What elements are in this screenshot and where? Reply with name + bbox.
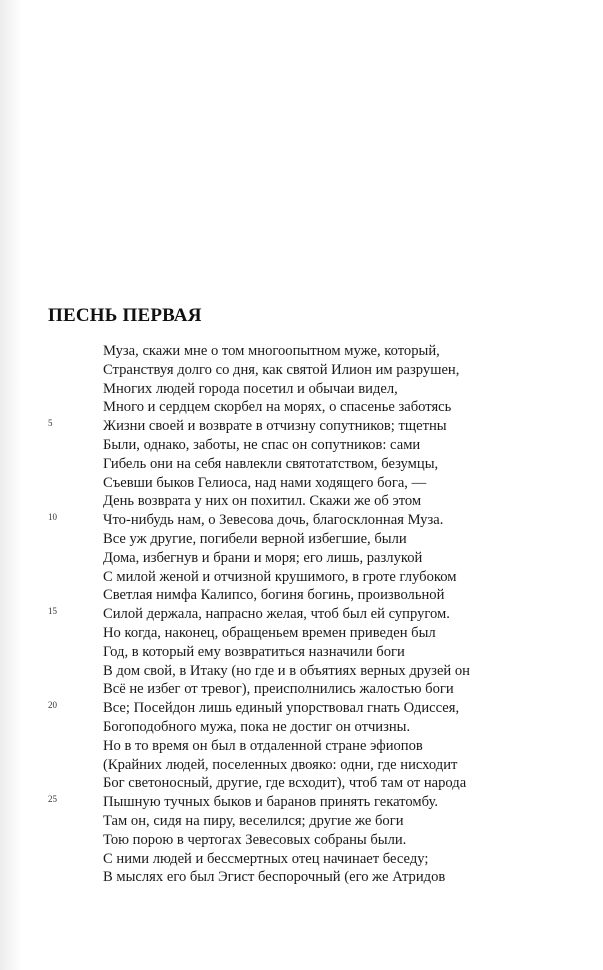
verse-line xyxy=(48,868,568,887)
verse-line xyxy=(48,662,568,681)
line-number: 5 xyxy=(48,418,53,429)
verse-line xyxy=(48,455,568,474)
verse-text: Были, однако, заботы, не спас он сопутников: сами xyxy=(103,436,421,453)
verse-text: Год, в который ему возвратиться назначили боги xyxy=(103,643,405,660)
verse-text: Муза, скажи мне о том многоопытном муже, который, xyxy=(103,343,440,359)
verse-text: Все уж другие, погибели верной избегшие, были xyxy=(103,530,407,547)
verse-text: Жизни своей и возврате в отчизну сопутников; тщетны xyxy=(103,418,447,435)
verse-text: Странствуя долго со дня, как святой Илион им разрушен, xyxy=(103,361,460,378)
verse-text: Гибель они на себя навлекли святотатством, безумцы, xyxy=(103,455,439,472)
verse-line xyxy=(48,417,568,436)
verse-text: Съевши быков Гелиоса, над нами ходящего бога, — xyxy=(103,474,427,491)
verse-text: Что-нибудь нам, о Зевесова дочь, благосклонная Муза. xyxy=(103,512,444,529)
verse-line xyxy=(48,380,568,399)
verse-text: Пышную тучных быков и баранов принять гекатомбу. xyxy=(103,794,438,811)
verse-line xyxy=(48,812,568,831)
verse-line xyxy=(48,737,568,756)
verse-text: Тою порою в чертогах Зевесовых собраны были. xyxy=(103,831,407,848)
line-number: 20 xyxy=(48,700,57,711)
verse-line xyxy=(48,699,568,718)
verse-line xyxy=(48,756,568,775)
verse-line xyxy=(48,568,568,587)
chapter-title: ПЕСНЬ ПЕРВАЯ xyxy=(48,305,202,326)
verse-text: Но в то время он был в отдаленной стране эфиопов xyxy=(103,737,423,754)
verse-line xyxy=(48,530,568,549)
verse-line xyxy=(48,793,568,812)
verse-line xyxy=(48,850,568,869)
verse-line xyxy=(48,342,568,361)
verse-text: (Крайних людей, поселенных двояко: одни, где нисходит xyxy=(103,756,458,773)
verse-text: Всё не избег от тревог), преисполнились жалостью боги xyxy=(103,681,454,698)
page-gutter-shadow xyxy=(0,0,22,970)
line-number: 25 xyxy=(48,794,57,805)
verse-line xyxy=(48,511,568,530)
verse-line xyxy=(48,718,568,737)
verse-text: Бог светоносный, другие, где всходит), чтоб там от народа xyxy=(103,775,467,792)
verse-text: День возврата у них он похитил. Скажи же об этом xyxy=(103,493,422,510)
verse-text: С милой женой и отчизной крушимого, в гроте глубоком xyxy=(103,568,457,585)
verse-line xyxy=(48,774,568,793)
verse-line xyxy=(48,605,568,624)
verse-text: В мыслях его был Эгист беспорочный (его же Атридов xyxy=(103,869,446,886)
verse-text: Многих людей города посетил и обычаи видел, xyxy=(103,380,398,397)
verse-line xyxy=(48,680,568,699)
verse-text: Дома, избегнув и брани и моря; его лишь, разлукой xyxy=(103,549,423,566)
verse-line xyxy=(48,586,568,605)
verse-line xyxy=(48,436,568,455)
verse-text: Богоподобного мужа, пока не достиг он отчизны. xyxy=(103,718,411,735)
verse-text: Все; Посейдон лишь единый упорствовал гнать Одиссея, xyxy=(103,700,460,717)
verse-line xyxy=(48,624,568,643)
poem-text xyxy=(48,342,568,887)
verse-line xyxy=(48,831,568,850)
verse-text: В дом свой, в Итаку (но где и в объятиях верных друзей он xyxy=(103,662,470,679)
line-number: 10 xyxy=(48,512,57,523)
line-number: 15 xyxy=(48,606,57,617)
verse-text: Там он, сидя на пиру, веселился; другие же боги xyxy=(103,812,404,829)
verse-text: Светлая нимфа Калипсо, богиня богинь, произвольной xyxy=(103,587,445,604)
verse-line xyxy=(48,492,568,511)
verse-line xyxy=(48,474,568,493)
verse-text: Но когда, наконец, обращеньем времен приведен был xyxy=(103,624,436,641)
verse-line xyxy=(48,398,568,417)
verse-line xyxy=(48,361,568,380)
verse-line xyxy=(48,643,568,662)
verse-line xyxy=(48,549,568,568)
verse-text: Много и сердцем скорбел на морях, о спасенье заботясь xyxy=(103,399,452,416)
verse-text: С ними людей и бессмертных отец начинает беседу; xyxy=(103,850,429,867)
verse-text: Силой держала, напрасно желая, чтоб был ей супругом. xyxy=(103,606,450,623)
